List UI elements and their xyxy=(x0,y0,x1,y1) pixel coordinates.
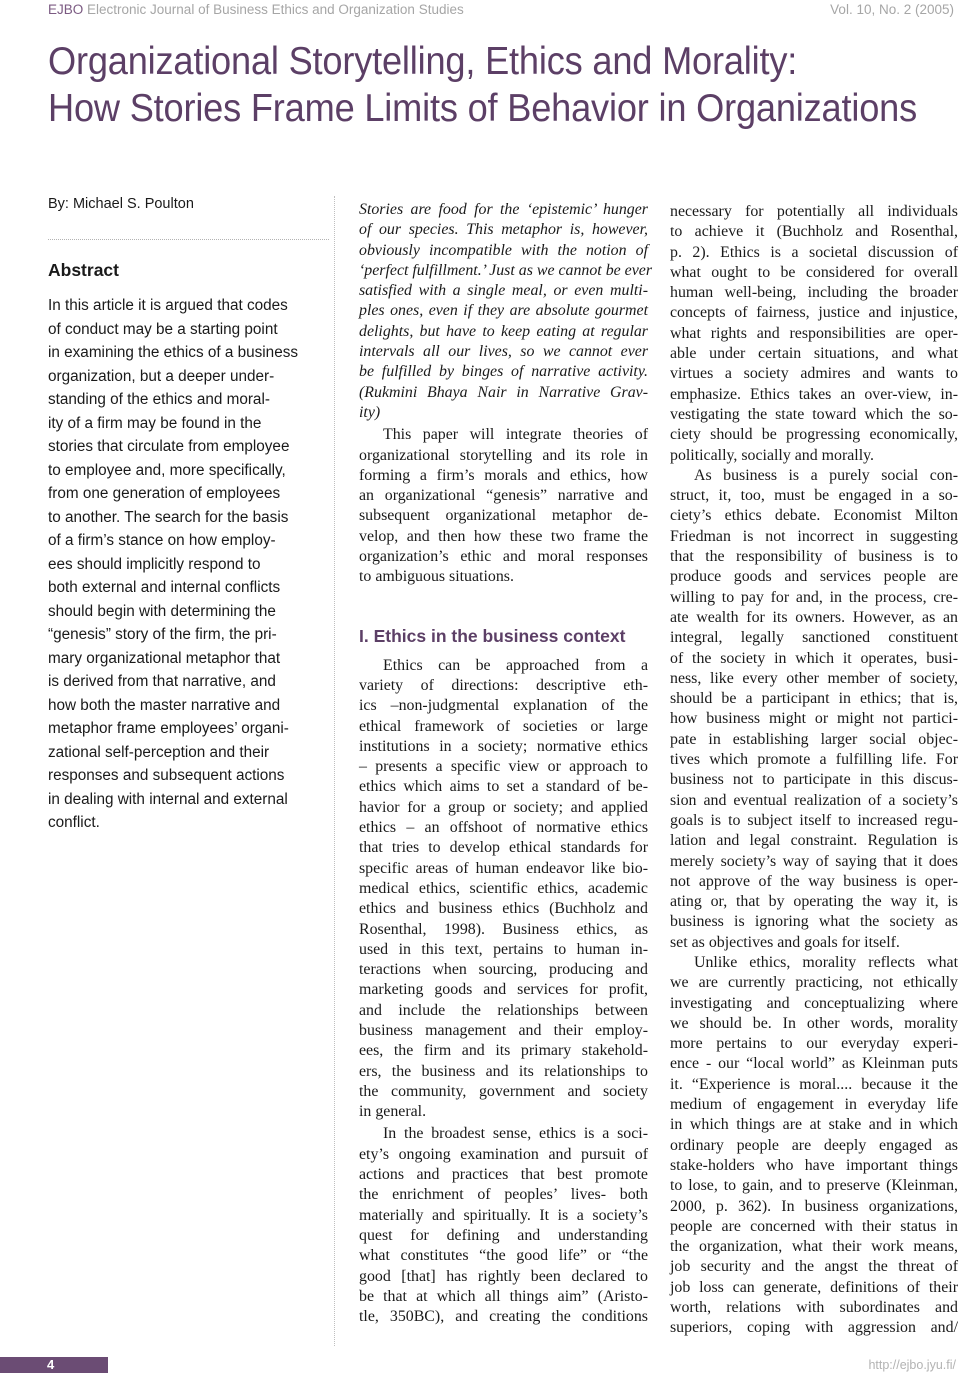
text-line: lation and legal constraint. Regulation is xyxy=(670,832,958,850)
text-line: ciety’s ethics debate. Economist Milton xyxy=(670,507,958,525)
text-line: havior for a group or society; and applied xyxy=(359,798,648,816)
text-line: Stories are food for the ‘epistemic’ hunger xyxy=(359,201,648,218)
text-line: In this article it is argued that codes xyxy=(48,297,288,314)
text-line: able under certain situations, and what xyxy=(670,345,958,363)
text-line: ethics which aims to set a standard of be- xyxy=(359,778,648,796)
text-line: organization, but a deeper under- xyxy=(48,367,275,385)
text-line: virtues a society admires and wants to xyxy=(670,365,958,383)
column-two xyxy=(359,200,653,1327)
text-line: how both the master narrative and xyxy=(48,696,281,714)
text-line: variety of directions: descriptive eth- xyxy=(359,676,648,694)
journal-url: http://ejbo.jyu.fi/ xyxy=(868,1358,956,1372)
epigraph xyxy=(359,200,653,423)
text-line: ate wealth for its owners. However, as an xyxy=(670,608,958,626)
section-heading: I. Ethics in the business context xyxy=(359,626,626,646)
text-line: stake-holders who have important things xyxy=(670,1156,958,1174)
text-line: investigating and conceptualizing where xyxy=(670,994,958,1012)
text-line: in which things are at stake and in which xyxy=(670,1116,958,1134)
text-line: mary organizational metaphor that xyxy=(48,649,281,667)
text-line: from one generation of employees xyxy=(48,485,281,502)
text-line: intervals all our lives, so we cannot ever xyxy=(359,343,648,361)
text-line: actions and practices that best promote xyxy=(359,1166,648,1184)
column-three xyxy=(670,202,958,1339)
text-line: human well-being, including the broader xyxy=(670,284,958,302)
text-line: we should be. In other words, morality xyxy=(670,1014,958,1032)
text-line: Rosenthal, 1998). Business ethics, as xyxy=(359,920,648,938)
text-line: This paper will integrate theories of xyxy=(383,426,648,444)
text-line: to lose, to gain, and to preserve (Kleinman, xyxy=(670,1177,958,1195)
text-line: emphasize. Ethics takes an over-view, in- xyxy=(670,385,958,403)
text-line: both external and internal conflicts xyxy=(48,579,281,596)
text-line: used in this text, pertains to human in- xyxy=(359,940,648,958)
text-line: As business is a purely social con- xyxy=(694,466,958,484)
text-line: velop, and then how these two frame the xyxy=(359,527,648,545)
abstract-body xyxy=(48,294,338,835)
text-line: marketing goods and services for profit, xyxy=(359,981,648,999)
volume-info: Vol. 10, No. 2 (2005) xyxy=(830,2,954,17)
text-line: to another. The search for the basis xyxy=(48,508,289,526)
text-line: ers, the business and its relationships to xyxy=(359,1062,648,1080)
text-line: zational self-perception and their xyxy=(48,743,270,761)
text-line: goals is to subject itself to increased regu- xyxy=(670,811,958,829)
text-line: obviously incompatible with the notion of xyxy=(359,241,648,259)
text-line: to ambiguous situations. xyxy=(359,568,514,586)
text-line: an organizational “genesis” narrative and xyxy=(359,487,648,505)
text-line: and include the relationships between xyxy=(359,1001,648,1019)
text-line: superiors, coping with aggression and/ xyxy=(670,1319,958,1337)
text-line: satisfied with a single meal, or even multi- xyxy=(359,282,648,300)
text-line: “genesis” story of the firm, the pri- xyxy=(48,626,277,643)
text-line: ciety should be progressing economically, xyxy=(670,426,958,444)
text-line: should begin with determining the xyxy=(48,602,276,620)
text-line: set as objectives and goals for itself. xyxy=(670,933,900,951)
text-line: ence - our “local world” as Kleinman puts xyxy=(670,1055,958,1073)
text-line: ness, like every other member of society, xyxy=(670,669,958,687)
text-line: specific areas of human endeavor like bio- xyxy=(359,859,648,877)
text-line: ethical framework of societies or large xyxy=(359,717,648,735)
intro-paragraph xyxy=(359,425,648,587)
text-line: pate in establishing larger social objec- xyxy=(670,730,958,748)
text-line: ety’s ongoing examination and pursuit of xyxy=(359,1145,648,1163)
text-line: struct, it, too, must be engaged in a so- xyxy=(670,487,958,505)
text-line: of a firm’s stance on how employ- xyxy=(48,532,276,549)
text-line: politically, socially and morally. xyxy=(670,446,875,464)
byline-divider xyxy=(48,239,329,240)
text-line: ‘perfect fulfillment.’ Just as we cannot be ever xyxy=(359,261,653,279)
text-line: institutions in a society; normative ethics xyxy=(359,737,648,755)
text-line: tives which promote a fulfilling life. For xyxy=(670,751,958,769)
text-line: subsequent organizational metaphor de- xyxy=(359,507,648,525)
text-line: be that at which all things aim” (Aristo- xyxy=(359,1287,648,1305)
text-line: in dealing with internal and external xyxy=(48,790,288,808)
text-line: ees should implicitly respond to xyxy=(48,555,261,573)
text-line: standing of the ethics and moral- xyxy=(48,391,270,408)
text-line: medical ethics, scientific ethics, academic xyxy=(359,879,648,897)
text-line: tle, 350BC), and creating the conditions xyxy=(359,1308,648,1326)
text-line: the community, government and society xyxy=(359,1082,648,1100)
text-line: teractions when sourcing, producing and xyxy=(359,961,648,979)
text-line: Friedman is not incorrect in suggesting xyxy=(670,527,958,545)
journal-abbr: EJBO xyxy=(48,2,84,17)
text-line: metaphor frame employees’ organi- xyxy=(48,720,289,737)
abstract-heading: Abstract xyxy=(48,260,119,280)
text-line: to employee and, more specifically, xyxy=(48,461,286,479)
ethics-paragraph-2 xyxy=(359,1124,648,1327)
text-line: quest for defining and understanding xyxy=(359,1226,648,1244)
text-line: ethics – an offshoot of normative ethics xyxy=(359,819,648,837)
text-line: in general. xyxy=(359,1103,427,1121)
journal-name xyxy=(48,2,464,17)
text-line: is derived from that narrative, and xyxy=(48,673,276,690)
title-line: How Stories Frame Limits of Behavior in Organizations xyxy=(48,87,918,130)
text-line: delights, but have to keep eating at regular xyxy=(359,322,648,340)
text-line: to achieve it (Buchholz and Rosenthal, xyxy=(670,223,958,241)
text-line: of conduct may be a starting point xyxy=(48,320,278,338)
text-line: the enrichment of peoples’ lives- both xyxy=(359,1186,648,1204)
text-line: what rights and responsibilities are oper- xyxy=(670,324,958,342)
text-line: be fulfilled by binges of narrative activity. xyxy=(359,363,648,381)
text-line: ics –non-judgmental explanation of the xyxy=(359,697,648,715)
article-title xyxy=(48,38,918,132)
text-line: (Rukmini Bhaya Nair in Narrative Grav- xyxy=(359,383,648,401)
text-line: In the broadest sense, ethics is a soci- xyxy=(383,1125,648,1143)
text-line: medium of engagement in everyday life xyxy=(670,1096,958,1114)
text-line: p. 2). Ethics is a societal discussion of xyxy=(670,243,958,261)
text-line: ples ones, even if they are absolute gourmet xyxy=(359,302,648,320)
text-line: what ought to be considered for overall xyxy=(670,263,958,281)
text-line: ity) xyxy=(359,403,381,421)
text-line: integral, legally sanctioned constituent xyxy=(670,629,958,647)
text-line: in examining the ethics of a business xyxy=(48,344,298,361)
text-line: business is ignoring what the society as xyxy=(670,913,958,931)
text-line: how business might or might not partici- xyxy=(670,710,958,728)
text-line: of the society in which it operates, busi- xyxy=(670,649,958,667)
running-header xyxy=(0,0,960,20)
text-line: sion and eventual realization of a society’s xyxy=(670,791,958,809)
text-line: stories that circulate from employee xyxy=(48,438,290,455)
text-line: we are currently practicing, not ethically xyxy=(670,974,958,992)
text-line: vestigating the state toward which the so- xyxy=(670,405,958,423)
page-number: 4 xyxy=(47,1357,55,1372)
text-line: business management and their employ- xyxy=(359,1021,648,1039)
text-line: ethics and business ethics (Buchholz and xyxy=(359,900,648,918)
text-line: job loss can generate, definitions of their xyxy=(670,1278,958,1296)
text-line: the organization, what their work means, xyxy=(670,1238,958,1256)
text-line: that the responsibility of business is to xyxy=(670,548,958,566)
text-line: willing to pay for and, in the process, cre- xyxy=(670,588,958,606)
text-line: that tries to develop ethical standards for xyxy=(359,839,648,857)
text-line: organizational storytelling and its role in xyxy=(359,446,648,464)
journal-full-name: Electronic Journal of Business Ethics and Organization Studies xyxy=(83,2,464,17)
text-line: good [that] has rightly been declared to xyxy=(359,1267,648,1285)
text-line: materially and spiritually. It is a society’s xyxy=(359,1206,648,1224)
text-line: merely society’s way of saying that it does xyxy=(670,852,958,870)
text-line: produce goods and services people are xyxy=(670,568,958,586)
text-line: organization’s ethic and moral responses xyxy=(359,548,648,566)
text-line: more pertains to our everyday experi- xyxy=(670,1035,958,1053)
text-line: conflict. xyxy=(48,814,100,831)
column3-paragraph-1 xyxy=(670,202,958,466)
text-line: not approve of the way business is oper- xyxy=(670,872,958,890)
text-line: job security and the angst the threat of xyxy=(670,1258,958,1276)
text-line: ating or, that by operating the way it, is xyxy=(670,893,958,911)
text-line: business not to participate in this discus- xyxy=(670,771,958,789)
text-line: worth, relations with subordinates and xyxy=(670,1299,958,1317)
text-line: ordinary people are deeply engaged as xyxy=(670,1136,958,1154)
business-paragraph xyxy=(670,466,958,953)
text-line: should be a participant in ethics; that is, xyxy=(670,690,958,708)
text-line: it. “Experience is moral.... because it the xyxy=(670,1075,958,1093)
text-line: concepts of fairness, justice and injustice, xyxy=(670,304,958,322)
text-line: Ethics can be approached from a xyxy=(383,656,648,674)
text-line: – presents a specific view or approach to xyxy=(359,758,648,776)
text-line: people are concerned with their status in xyxy=(670,1217,958,1235)
text-line: ity of a firm may be found in the xyxy=(48,414,262,432)
text-line: what constitutes “the good life” or “the xyxy=(359,1247,648,1265)
author-byline: By: Michael S. Poulton xyxy=(48,196,194,212)
title-line: Organizational Storytelling, Ethics and Morality: xyxy=(48,40,798,83)
ethics-paragraph-1 xyxy=(359,656,648,1123)
morality-paragraph xyxy=(670,953,958,1339)
text-line: 2000, p. 362). In business organizations, xyxy=(670,1197,958,1215)
text-line: of our species. This metaphor is, however, xyxy=(359,221,648,239)
text-line: ees, the firm and its primary stakehold- xyxy=(359,1042,648,1060)
text-line: Unlike ethics, morality reflects what xyxy=(694,953,958,971)
text-line: responses and subsequent actions xyxy=(48,767,285,784)
text-line: necessary for potentially all individuals xyxy=(670,203,958,220)
text-line: forming a firm’s morals and ethics, how xyxy=(359,466,648,484)
